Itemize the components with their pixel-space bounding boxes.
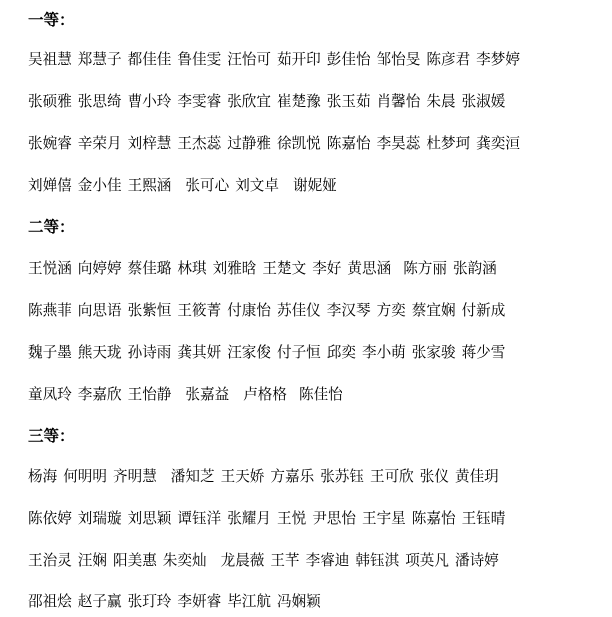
name-row [28, 49, 526, 71]
name-row [28, 133, 526, 155]
student-name: 项英凡 [405, 552, 449, 569]
student-name: 李睿迪 [305, 552, 350, 569]
student-name: 朱晨 [426, 93, 456, 110]
student-name: 付新成 [461, 302, 506, 319]
student-name: 齐明慧 [113, 468, 157, 485]
section-heading-first-prize: 一等： [28, 11, 75, 29]
student-name: 朱奕灿 [162, 552, 207, 569]
student-name: 张欣宜 [227, 93, 271, 110]
student-name: 汪家俊 [227, 344, 271, 361]
student-name: 张可心 [185, 177, 230, 194]
student-name: 熊天珑 [77, 344, 122, 361]
student-name: 潘诗婷 [454, 552, 499, 569]
student-name: 王芊 [270, 552, 300, 569]
student-name: 赵子赢 [77, 593, 122, 610]
student-name: 黄思涵 [347, 260, 392, 277]
student-name: 卢格格 [243, 386, 287, 403]
student-name: 邱奕 [326, 344, 356, 361]
student-name: 王可欣 [369, 468, 414, 485]
student-name: 徐凯悦 [276, 135, 321, 152]
student-name: 张婉睿 [28, 135, 72, 152]
student-name: 王治灵 [28, 552, 72, 569]
student-name: 杨海 [28, 468, 58, 485]
student-name: 汪娴 [77, 552, 107, 569]
student-name: 苏佳仪 [276, 302, 321, 319]
name-row [28, 342, 511, 364]
student-name: 付康怡 [227, 302, 271, 319]
student-name: 王钰晴 [461, 510, 506, 527]
student-name: 张硕雅 [28, 93, 72, 110]
student-name: 李汉琴 [326, 302, 371, 319]
student-name: 茹开印 [276, 51, 321, 68]
student-name: 王杰蕊 [177, 135, 222, 152]
student-name: 陈燕菲 [28, 302, 72, 319]
name-row [28, 591, 327, 613]
name-row [28, 300, 511, 322]
student-name: 王悦涵 [28, 260, 72, 277]
name-row [28, 175, 343, 197]
student-name: 王天娇 [220, 468, 265, 485]
student-name: 孙诗雨 [127, 344, 172, 361]
student-name: 方嘉乐 [270, 468, 315, 485]
student-name: 李昊蕊 [376, 135, 421, 152]
student-name: 何明明 [63, 468, 107, 485]
student-name: 都佳佳 [127, 51, 172, 68]
student-name: 张嘉益 [185, 386, 230, 403]
student-name: 谭钰洋 [177, 510, 222, 527]
student-name: 过静雅 [227, 135, 271, 152]
student-name: 刘思颖 [127, 510, 172, 527]
student-name: 李好 [312, 260, 342, 277]
name-row [28, 384, 349, 406]
student-name: 刘文卓 [235, 177, 279, 194]
student-name: 刘梓慧 [127, 135, 172, 152]
student-name: 王悦 [276, 510, 307, 527]
student-name: 张仪 [419, 468, 449, 485]
student-name: 张思绮 [77, 93, 122, 110]
student-name: 彭佳怡 [326, 51, 371, 68]
name-row [28, 91, 511, 113]
student-name: 阳美惠 [113, 552, 157, 569]
student-name: 吴祖慧 [28, 51, 72, 68]
student-name: 王熙涵 [127, 177, 172, 194]
student-name: 张紫恒 [127, 302, 172, 319]
student-name: 方奕 [376, 302, 406, 319]
student-name: 付子恒 [276, 344, 321, 361]
student-name: 毕江航 [227, 593, 271, 610]
student-name: 龚奕洹 [476, 135, 520, 152]
student-name: 邹怡旻 [376, 51, 421, 68]
student-name: 尹思怡 [312, 510, 356, 527]
student-name: 韩钰淇 [355, 552, 400, 569]
student-name: 李妍睿 [177, 593, 222, 610]
student-name: 张家骏 [411, 344, 456, 361]
student-name: 陈佳怡 [298, 386, 343, 403]
student-name: 李梦婷 [476, 51, 520, 68]
student-name: 鲁佳雯 [177, 51, 222, 68]
student-name: 刘雅晗 [212, 260, 257, 277]
student-name: 龚其妍 [177, 344, 222, 361]
student-name: 陈彦君 [426, 51, 471, 68]
student-name: 刘瑞璇 [77, 510, 122, 527]
student-name: 向思语 [77, 302, 122, 319]
section-heading-second-prize: 二等： [28, 218, 75, 236]
student-name: 蔡宜娴 [411, 302, 456, 319]
student-name: 张耀月 [227, 510, 271, 527]
student-name: 李雯睿 [177, 93, 222, 110]
student-name: 王宇星 [361, 510, 406, 527]
student-name: 王楚文 [262, 260, 307, 277]
student-name: 龙晨薇 [220, 552, 265, 569]
student-name: 张淑媛 [461, 93, 506, 110]
student-name: 王筱菁 [177, 302, 222, 319]
student-name: 童凤玲 [28, 386, 72, 403]
name-row [28, 550, 505, 572]
student-name: 辛荣月 [77, 135, 122, 152]
student-name: 李小萌 [361, 344, 406, 361]
student-name: 肖馨怡 [376, 93, 421, 110]
section-heading-third-prize: 三等： [28, 427, 75, 445]
student-name: 陈嘉怡 [326, 135, 371, 152]
name-row [28, 508, 511, 530]
student-name: 汪怡可 [227, 51, 271, 68]
student-name: 陈方丽 [403, 260, 447, 277]
student-name: 林琪 [177, 260, 207, 277]
student-name: 张玉茹 [326, 93, 371, 110]
student-name: 杜梦珂 [426, 135, 471, 152]
student-name: 黄佳玥 [454, 468, 499, 485]
student-name: 张玎玲 [127, 593, 172, 610]
student-name: 郑慧子 [77, 51, 122, 68]
student-name: 张苏钰 [320, 468, 364, 485]
student-name: 张韵涵 [452, 260, 497, 277]
student-name: 王怡静 [127, 386, 172, 403]
student-name: 崔楚豫 [276, 93, 321, 110]
student-name: 谢妮娅 [292, 177, 337, 194]
student-name: 曹小玲 [127, 93, 172, 110]
student-name: 邵祖烩 [28, 593, 72, 610]
student-name: 陈嘉怡 [411, 510, 456, 527]
student-name: 金小佳 [77, 177, 122, 194]
student-name: 魏子墨 [28, 344, 72, 361]
student-name: 潘知芝 [170, 468, 215, 485]
student-name: 向婷婷 [77, 260, 122, 277]
name-row [28, 466, 505, 488]
student-name: 李嘉欣 [77, 386, 122, 403]
student-name: 蒋少雪 [461, 344, 506, 361]
student-name: 冯娴颖 [276, 593, 321, 610]
student-name: 陈依婷 [28, 510, 72, 527]
student-name: 蔡佳璐 [127, 260, 172, 277]
student-name: 刘婵僖 [28, 177, 72, 194]
name-row [28, 258, 503, 280]
